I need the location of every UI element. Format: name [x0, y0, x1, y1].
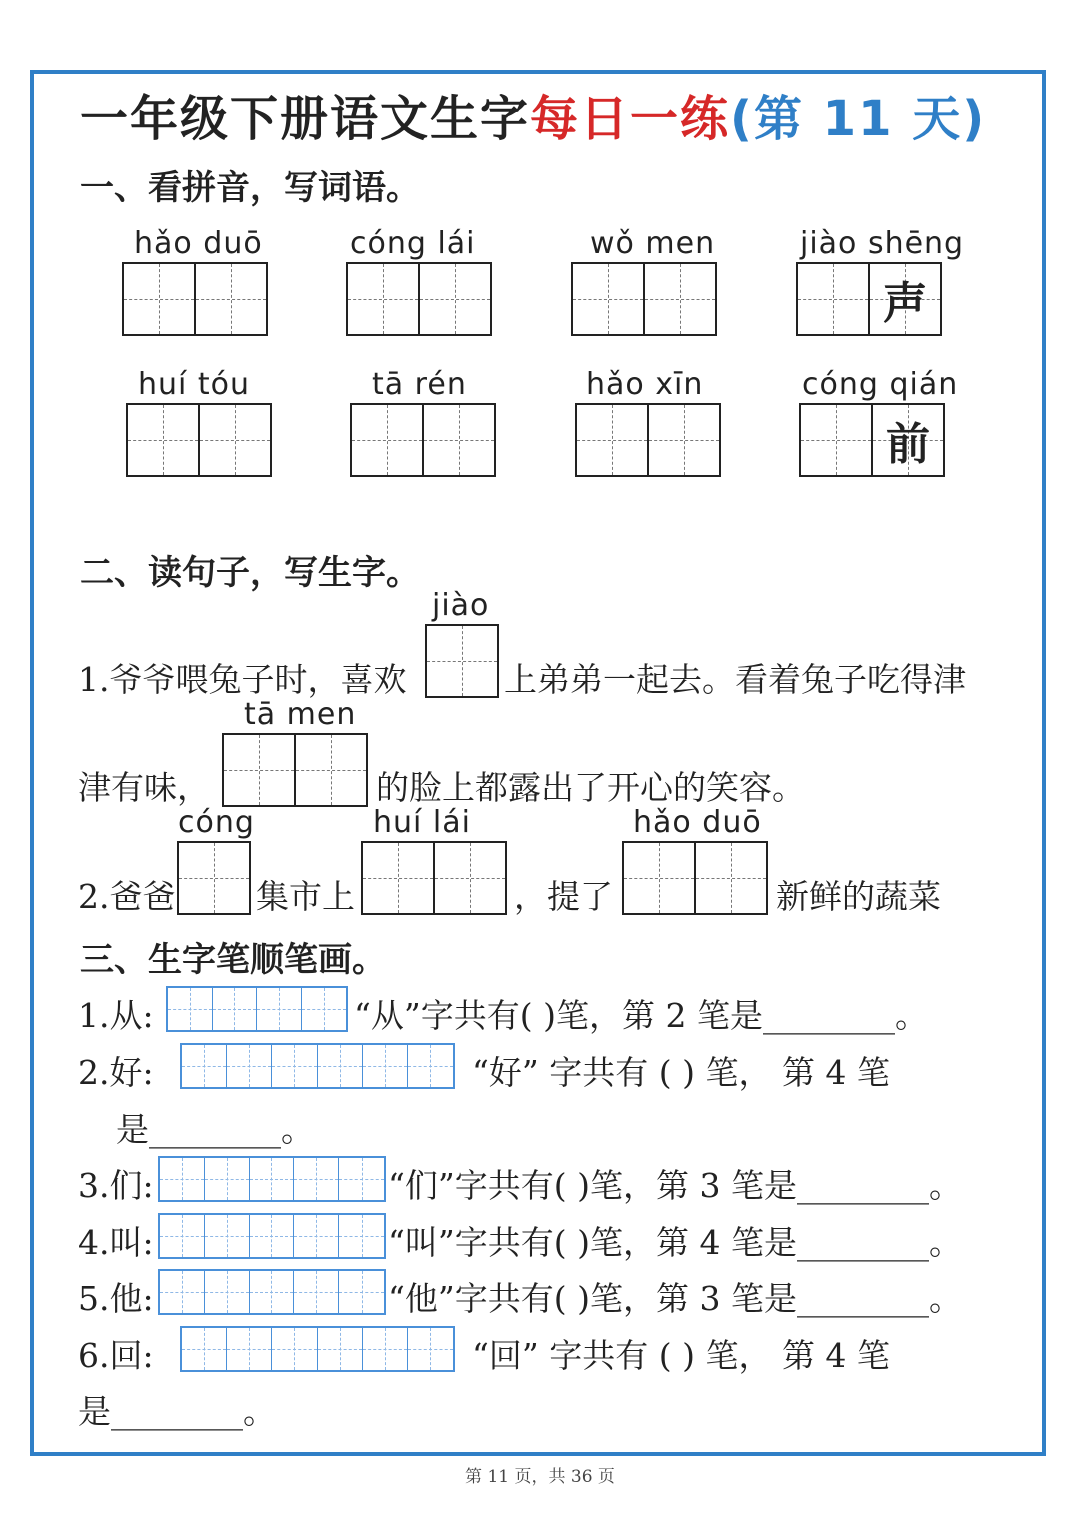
stroke-label: 6.回:	[78, 1336, 154, 1375]
char-cell[interactable]	[571, 262, 645, 336]
pinyin: cóng	[178, 805, 255, 840]
stroke-question: “回” 字共有 ( ) 笔， 第 4 笔	[472, 1336, 890, 1375]
stroke-label: 1.从:	[78, 996, 154, 1035]
stroke-label: 3.们:	[78, 1166, 154, 1205]
char-cell[interactable]: 声	[868, 262, 942, 336]
stroke-question: “好” 字共有 ( ) 笔， 第 4 笔	[472, 1053, 890, 1092]
pinyin: huí lái	[373, 805, 471, 840]
stroke-grid[interactable]	[158, 1269, 386, 1315]
page-footer: 第 11 页，共 36 页	[465, 1467, 615, 1487]
title-day: (第 11 天)	[730, 91, 987, 147]
sentence-box[interactable]	[222, 733, 366, 807]
sentence-text: 2.爸爸	[78, 877, 176, 916]
char-cell[interactable]	[622, 841, 696, 915]
stroke-question-cont: 是________。	[116, 1110, 314, 1149]
section3-heading: 三、生字笔顺笔画。	[80, 940, 386, 980]
sentence-box[interactable]	[177, 841, 249, 915]
sentence-text: 集市上	[256, 877, 355, 916]
char-cell[interactable]	[350, 403, 424, 477]
char-cell[interactable]	[643, 262, 717, 336]
sentence-text: 上弟弟一起去。看着兔子吃得津	[504, 660, 966, 699]
char-cell[interactable]	[796, 262, 870, 336]
sentence-text: 的脸上都露出了开心的笑容。	[376, 768, 805, 807]
char-cell[interactable]	[433, 841, 507, 915]
word-box[interactable]	[575, 403, 719, 477]
char-cell[interactable]	[222, 733, 296, 807]
pinyin: hǎo duō	[633, 805, 762, 840]
pinyin: huí tóu	[138, 367, 251, 402]
word-box[interactable]	[126, 403, 270, 477]
char-cell[interactable]	[575, 403, 649, 477]
char-cell[interactable]	[694, 841, 768, 915]
sentence-box[interactable]	[622, 841, 766, 915]
word-box[interactable]	[796, 262, 940, 336]
stroke-question: “他”字共有( )笔，第 3 笔是________。	[388, 1279, 962, 1318]
section1-heading: 一、看拼音，写词语。	[80, 168, 420, 208]
title-main: 一年级下册语文生字	[80, 91, 531, 147]
sentence-box[interactable]	[425, 624, 497, 698]
pinyin: hǎo duō	[134, 226, 263, 261]
pinyin: wǒ men	[590, 226, 716, 261]
char-cell[interactable]	[294, 733, 368, 807]
stroke-grid[interactable]	[180, 1043, 455, 1089]
stroke-label: 5.他:	[78, 1279, 154, 1318]
stroke-grid[interactable]	[166, 986, 348, 1032]
pinyin: cóng lái	[350, 226, 476, 261]
pinyin: cóng qián	[802, 367, 959, 402]
char-cell[interactable]: 前	[871, 403, 945, 477]
char-cell[interactable]	[122, 262, 196, 336]
char-cell[interactable]	[177, 841, 251, 915]
char-cell[interactable]	[422, 403, 496, 477]
stroke-grid[interactable]	[158, 1213, 386, 1259]
pinyin: tā rén	[372, 367, 467, 402]
page-title	[80, 80, 986, 149]
word-box[interactable]	[571, 262, 715, 336]
char-cell[interactable]	[346, 262, 420, 336]
pinyin: jiào	[432, 588, 490, 623]
word-box[interactable]	[799, 403, 943, 477]
word-box[interactable]	[122, 262, 266, 336]
sentence-box[interactable]	[361, 841, 505, 915]
pinyin: tā men	[244, 697, 357, 732]
pinyin: jiào shēng	[800, 226, 965, 261]
char-cell[interactable]	[198, 403, 272, 477]
word-box[interactable]	[350, 403, 494, 477]
sentence-text: 津有味，	[78, 768, 210, 807]
char-cell[interactable]	[799, 403, 873, 477]
stroke-grid[interactable]	[180, 1326, 455, 1372]
sentence-text: 新鲜的蔬菜	[776, 877, 941, 916]
pinyin: hǎo xīn	[586, 367, 704, 402]
title-highlight: 每日一练	[530, 91, 731, 147]
stroke-question: “们”字共有( )笔，第 3 笔是________。	[388, 1166, 962, 1205]
char-cell[interactable]	[361, 841, 435, 915]
word-box[interactable]	[346, 262, 490, 336]
char-cell[interactable]	[425, 624, 499, 698]
stroke-label: 2.好:	[78, 1053, 154, 1092]
section2-heading: 二、读句子，写生字。	[80, 553, 420, 593]
sentence-text: ，提了	[514, 877, 613, 916]
char-cell[interactable]	[126, 403, 200, 477]
stroke-label: 4.叫:	[78, 1223, 154, 1262]
char-cell[interactable]	[418, 262, 492, 336]
char-cell[interactable]	[647, 403, 721, 477]
char-cell[interactable]	[194, 262, 268, 336]
stroke-question: “从”字共有( )笔，第 2 笔是________。	[354, 996, 928, 1035]
stroke-question-cont: 是________。	[78, 1392, 276, 1431]
sentence-text: 1.爷爷喂兔子时，喜欢	[78, 660, 407, 699]
stroke-grid[interactable]	[158, 1156, 386, 1202]
stroke-question: “叫”字共有( )笔，第 4 笔是________。	[388, 1223, 962, 1262]
